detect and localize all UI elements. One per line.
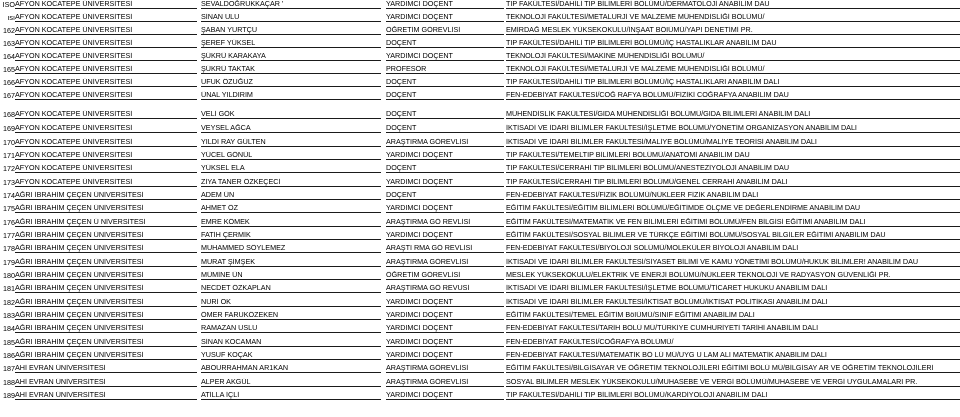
department-cell: SOSYAL BİLİMLER MESLEK YÜKSEKOKULU/MUHASEBE VE VERGİ BÖLÜMÜ/MUHASEBE VE VERGİ UYGULAMALARI PR. (506, 378, 960, 387)
table-row (0, 338, 960, 347)
row-number: 173 (3, 179, 15, 187)
university-cell: AĞRI İBRAHİM ÇEÇEN ÜNİVERSİTESİ (15, 271, 197, 280)
university-cell: AFYON KOCATEPE ÜNİVERSİTESİ (15, 13, 197, 22)
name-cell: ŞABAN YURTÇU (201, 26, 381, 35)
name-cell: ATİLLA İÇLİ (201, 391, 381, 400)
university-cell: AFYON KOCATEPE ÜNİVERSİTESİ (15, 138, 197, 147)
row-number: 180 (3, 272, 15, 280)
title-cell: YARDIMCI DOÇENT (386, 231, 504, 240)
department-cell: İKTİSADİ VE İDARİ BİLİMLER FAKÜLTESİ/İŞLETME BÖLÜMÜ/YÖNETİM ORGANİZASYON ANABİLİM DALI (506, 124, 960, 133)
department-cell: EĞİTİM FAKÜLTESİ/MATEMATİK VE FEN BİLİMLERİ EĞİTİMİ BÖLÜMÜ/FEN BİLGİSİ EĞİTİMİ ANABİLİM DALI (506, 218, 960, 227)
row-number: 168 (3, 111, 15, 119)
row-number: 177 (3, 232, 15, 240)
title-cell: ÖĞRETİM GÖREVLİSİ (386, 26, 504, 35)
table-row (0, 378, 960, 387)
row-number: 167 (3, 92, 15, 100)
table-row (0, 271, 960, 280)
university-cell: AFYON KOCATEPE ÜNİVERSİTESİ (15, 39, 197, 48)
university-cell: AHİ EVRAN ÜNİVERSİTESİ (15, 391, 197, 400)
name-cell: ADEM ÜN (201, 191, 381, 200)
title-cell: YARDIMCI DOÇENT (386, 204, 504, 213)
name-cell: SİNAN ULU (201, 13, 381, 22)
department-cell: TIP FAKÜLTESİ/DAHİLİ TIP BİLİMLERİ BÖLÜMÜ/İÇ HASTALIKLAR ANABİLİM DAU (506, 39, 960, 48)
row-number: 179 (3, 259, 15, 267)
university-cell: AFYON KOCATEPE ÜNİVERSİTESİ (15, 164, 197, 173)
university-cell: AFYON KOCATEPE ÜNİVERSİTESİ (15, 78, 197, 87)
department-cell: TIP FAKÜLTESİ/DAHİLİ TIP BİLİMLERİ BÖLÜMÜ/İÇ HASTALIKLARI ANABİLİM DALI (506, 78, 960, 87)
table-row (0, 204, 960, 213)
table-row (0, 110, 960, 119)
row-number: 162 (3, 27, 15, 35)
table-row (0, 218, 960, 227)
name-cell: ŞÜKRÜ TAKTAK (201, 65, 381, 74)
title-cell: DOÇENT (386, 191, 504, 200)
university-cell: AĞRI İBRAHİM ÇEÇEN ÜNİVERSİTESİ (15, 284, 197, 293)
university-cell: AFYON KOCATEPE ÜNİVERSİTESİ (15, 65, 197, 74)
name-cell: UFUK ÖZUĞUZ (201, 78, 381, 87)
name-cell: ŞEREF YÜKSEL (201, 39, 381, 48)
university-cell: AĞRI İBRAHİM ÇEÇEN ÜNİVERSİTESİ (15, 338, 197, 347)
university-cell: AĞRI İBRAHİM ÇEÇEN Ü NİVERSİTESİ (15, 218, 197, 227)
department-cell: İKTİSADİ VE İDARİ BİLİMLER FAKÜLTESİ/SİYASET BİLİMİ VE KAMU YÖNETİMİ BÖLÜMÜ/HUKUK BİLİMLER! ANABİLİM DAU (506, 258, 960, 267)
name-cell: VEYSEL AĞCA (201, 124, 381, 133)
department-cell: TIP FAKÜLTESİ/TEMELTIP BİLİMLERİ BÖLÜMÜ/ANATOMİ ANABİLİM DAU (506, 151, 960, 160)
title-cell: PROFESÖR (386, 65, 504, 74)
title-cell: ARAŞTIRMA GÖREVLİSİ (386, 258, 504, 267)
department-cell: TEKNOLOJİ FAKÜLTESİ/MAKİNE MÜHENDİSLİĞİ BÖLÜMÜ/ (506, 52, 960, 61)
department-cell: TEKNOLOJİ FAKÜLTESİ/METALURJİ VE MALZEME MÜHENDİSLİĞİ BÖLÜMÜ/ (506, 13, 960, 22)
table-row (0, 311, 960, 320)
title-cell: ÖĞRETİM GÖREVLİSİ (386, 271, 504, 280)
name-cell: YUSUF KOÇAK (201, 351, 381, 360)
department-cell: FEN-EDEBİYAT FAKÜLTESİ/COĞ RAFYA BÖLÜMÜ/FİZİKİ COĞRAFYA ANABİLİM DAU (506, 91, 960, 100)
row-number: 163 (3, 40, 15, 48)
name-cell: YÜCEL GÖNÜL (201, 151, 381, 160)
university-cell: AFYON KOCATEPE ÜNİVERSİTESİ (15, 26, 197, 35)
name-cell: ALPER AKGÜL (201, 378, 381, 387)
university-cell: AĞRI İBRAHİM ÇEÇEN ÜNİVERSİTESİ (15, 258, 197, 267)
name-cell: EMRE KÖMEK (201, 218, 381, 227)
university-cell: AĞRI İBRAHİM ÇEÇEN ÜNİVERSİTESİ (15, 311, 197, 320)
department-cell: EĞİTİM FAKÜLTESİ/SOSYAL BİLİMLER VE TÜRKÇE EĞİTİMİ BÖLÜMÜ/SOSYAL BİLGİLER EĞİTİMİ ANABİLİM DAU (506, 231, 960, 240)
row-number: 166 (3, 79, 15, 87)
table-row (0, 151, 960, 160)
name-cell: ŞÜKRÜ KARAKAYA (201, 52, 381, 61)
table-row (0, 65, 960, 74)
row-number: 182 (3, 299, 15, 307)
row-number: 169 (3, 125, 15, 133)
university-cell: AFYON KOCATEPE ÜNİVERSİTESİ (15, 110, 197, 119)
name-cell: ÜNAL YILDIRIM (201, 91, 381, 100)
table-row (0, 191, 960, 200)
table-row (0, 91, 960, 100)
title-cell: YARDIMCI DOÇENT (386, 52, 504, 61)
table-row (0, 26, 960, 35)
row-number: 174 (3, 192, 15, 200)
title-cell: YARDIMCI DOÇENT (386, 351, 504, 360)
university-cell: AĞRI İBRAHİM ÇEÇEN ÜNİVERSİTESİ (15, 298, 197, 307)
row-number: 188 (3, 379, 15, 387)
department-cell: MÜHENDİSLİK FAKÜLTESİ/GIDA MÜHENDİSLİĞİ BÖLÜMÜ/GIDA BİLİMLERİ ANABİLİM DALI (506, 110, 960, 119)
row-number: 184 (3, 325, 15, 333)
title-cell: YARDIMCI DOÇENT (386, 391, 504, 400)
name-cell: MÜMİNE ÜN (201, 271, 381, 280)
name-cell: SİNAN KOCAMAN (201, 338, 381, 347)
table-row (0, 298, 960, 307)
row-number: ISO (2, 1, 15, 9)
university-cell: AFYON KOCATEPE ÜNİVERSİTESİ (15, 178, 197, 187)
row-number: 165 (3, 66, 15, 74)
title-cell: YARDIMCI DOÇENT (386, 311, 504, 320)
row-number: 189 (3, 392, 15, 400)
university-cell: AĞRI İBRAHİM ÇEÇEN ÜNİVERSİTESİ (15, 191, 197, 200)
row-number: 164 (3, 53, 15, 61)
row-number: 178 (3, 245, 15, 253)
table-row (0, 124, 960, 133)
department-cell: EĞİTİM FAKÜLTESİ/BİLGİSAYAR VE ÖĞRETİM TEKNOLOJİLERİ EĞİTİMİ BOLÜ MÜ/BİLGİSAY AR VE ÖĞRETİM TEKNOLOJİLERİ (506, 364, 960, 373)
department-cell: İKTİSADİ VE İDARİ BİLİMLER FAKÜLTESİ/İKTİSAT BÖLÜMÜ/İKTİSAT POLİTİKASI ANABİLİM DALI (506, 298, 960, 307)
university-cell: AFYON KOCATEPE ÜNİVERSİTESİ (15, 0, 197, 9)
title-cell: ARAŞTIRMA GÖREVLİSİ (386, 364, 504, 373)
department-cell: FEN-EDEBİYAT FAKÜLTESİ/TARİH BOLÜ MÜ/TÜRKİYE CUMHURİYETİ TARİHİ ANABİLİM DALI (506, 324, 960, 333)
university-cell: AHİ EVRAN ÜNİVERSİTESİ (15, 378, 197, 387)
department-cell: TIP FAKÜLTESİ/CERRAHİ TIP BİLİMLERİ BÖLÜMÜ/ANESTEZİYOLOJİ ANABİLİM DAU (506, 164, 960, 173)
department-cell: FEN-EDEBİYAT FAKÜLTESİ/COĞRAFYA BÖLÜMÜ/ (506, 338, 960, 347)
name-cell: YILDI RAY GÜLTEN (201, 138, 381, 147)
university-cell: AĞRI İBRAHİM ÇEÇEN ÜNİVERSİTESİ (15, 204, 197, 213)
row-number: 187 (3, 365, 15, 373)
table-row (0, 164, 960, 173)
university-cell: AFYON KOCATEPE ÜNİVERSİTESİ (15, 151, 197, 160)
table-row (0, 284, 960, 293)
row-number: 186 (3, 352, 15, 360)
name-cell: NURİ OK (201, 298, 381, 307)
department-cell: TEKNOLOJİ FAKÜLTESİ/METALURJİ VE MALZEME MÜHENDİSLİĞİ BÖLÜMÜ/ (506, 65, 960, 74)
table-row (0, 138, 960, 147)
name-cell: RAMAZAN USLU (201, 324, 381, 333)
row-number: 172 (3, 165, 15, 173)
university-cell: AFYON KOCATEPE ÜNİVERSİTESİ (15, 91, 197, 100)
table-row (0, 78, 960, 87)
title-cell: DOÇENT (386, 78, 504, 87)
title-cell: YARDIMCI DOÇENT (386, 151, 504, 160)
university-cell: AĞRI İBRAHİM ÇEÇEN ÜNİVERSİTESİ (15, 244, 197, 253)
table-row (0, 39, 960, 48)
department-cell: TIP FAKÜLTESİ/CERRAHİ TIP BİLİMLERİ BÖLÜMÜ/GENEL CERRAHİ ANABİLİM DALI (506, 178, 960, 187)
department-cell: EMİRDAĞ MESLEK YÜKSEKOKULU/İNŞAAT BÖIÜMÜ/YAPI DENETİMİ PR. (506, 26, 960, 35)
name-cell: NECDET ÖZKAPLAN (201, 284, 381, 293)
table-row (0, 178, 960, 187)
table-row (0, 231, 960, 240)
university-cell: AĞRI İBRAHİM ÇEÇEN ÜNİVERSİTESİ (15, 231, 197, 240)
row-number: 183 (3, 312, 15, 320)
department-cell: İKTİSADİ VE İDARİ BİLİMLER FAKÜLTESİ/MALİYE BÖLÜMÜ/MALİYE TEORİSİ ANABİLİM DALI (506, 138, 960, 147)
department-cell: FEN-EDEBİYAT FAKÜLTESİ/FİZİK BÖLÜMÜ/NÜKLEER FİZİK ANABİLİM DALI (506, 191, 960, 200)
row-number: 175 (3, 205, 15, 213)
name-cell: ABOURRAHMAN AR1KAN (201, 364, 381, 373)
name-cell: FATİH ÇERMİK (201, 231, 381, 240)
title-cell: YARDIMCI DOÇENT (386, 0, 504, 9)
title-cell: YARDIMCI DOÇENT (386, 324, 504, 333)
table-row (0, 244, 960, 253)
table-row (0, 13, 960, 22)
department-cell: FEN-EDEBİYAT FAKÜLTESİ/MATEMATİK BÖ LÜ MÜ/UYG U LAM ALI MATEMATİK ANABİLİM DALI (506, 351, 960, 360)
name-cell: SEVALDOĞRUKKAÇAR ' (201, 0, 381, 9)
name-cell: MUHAMMED SÖYLEMEZ (201, 244, 381, 253)
table-row (0, 258, 960, 267)
title-cell: DOÇENT (386, 91, 504, 100)
title-cell: DOÇENT (386, 124, 504, 133)
title-cell: YARDIMCI DOÇENT (386, 338, 504, 347)
table-row (0, 0, 960, 9)
university-cell: AĞRI İBRAHİM ÇEÇEN ÜNİVERSİTESİ (15, 324, 197, 333)
title-cell: DOÇENT (386, 164, 504, 173)
table-row (0, 391, 960, 400)
row-number: 185 (3, 339, 15, 347)
department-cell: EĞİTİM FAKÜLTESİ/EĞİTİM BİLİMLERİ BÖLÜMÜ/EĞİTİMDE ÖLÇME VE DEĞERLENDİRME ANABİLİM DAU (506, 204, 960, 213)
row-number: 171 (3, 152, 15, 160)
table-row (0, 52, 960, 61)
title-cell: ARAŞTIRMA GÖ REVUSİ (386, 284, 504, 293)
department-cell: MESLEK YÜKSEKOKULU/ELEKTRİK VE ENERJİ BÖLÜMÜ/NÜKLEER TEKNOLOJİ VE RADYASYON GÜVENLİĞİ PR. (506, 271, 960, 280)
title-cell: ARAŞTI RMA GÖ REVLİSİ (386, 244, 504, 253)
row-number: 176 (3, 219, 15, 227)
name-cell: YÜKSEL ELA (201, 164, 381, 173)
department-cell: TIP FAKÜLTESİ/DAHİLİ TIP BİLİMLERİ BÖLÜMÜ/KARDİYOLOJİ ANABİLİM DALI (506, 391, 960, 400)
department-cell: TIP FAKÜLTESİ/DAHİLİ TIP BİLİMLERİ BÖLÜMÜ/DERMATOLOJİ ANABİLİM DAU (506, 0, 960, 9)
name-cell: ZİYA TANER ÖZKEÇECİ (201, 178, 381, 187)
university-cell: AFYON KOCATEPE ÜNİVERSİTESİ (15, 124, 197, 133)
title-cell: ARAŞTIRMA GÖ REVLİSİ (386, 218, 504, 227)
row-number: ısı (7, 14, 15, 22)
row-number: 181 (3, 285, 15, 293)
department-cell: EĞİTİM FAKÜLTESİ/TEMEL EĞİTİM BöIÜMÜ/SINIF EĞİTİMİ ANABİLİM DALI (506, 311, 960, 320)
name-cell: AHMET ÖZ (201, 204, 381, 213)
table-row (0, 364, 960, 373)
table-row (0, 351, 960, 360)
department-cell: FEN-EDEBİYAT FAKÜLTESİ/BİYOLOJİ SOLÜMÜ/MOLEKÜLER BİYOLOJİ ANABİLİM DALI (506, 244, 960, 253)
title-cell: DOÇENT (386, 39, 504, 48)
title-cell: YARDIMCI DOÇENT (386, 13, 504, 22)
title-cell: YARDIMCI DOÇENT (386, 178, 504, 187)
name-cell: MURAT ŞİMŞEK (201, 258, 381, 267)
title-cell: DOÇENT (386, 110, 504, 119)
title-cell: ARAŞTIRMA GÖREVLİSİ (386, 138, 504, 147)
department-cell: İKTİSADİ VE İDARİ BİLİMLER FAKÜLTESİ/İŞLETME BÖLÜMÜ/TİCARET HUKUKU ANABİLİM DALI (506, 284, 960, 293)
table-row (0, 324, 960, 333)
row-number: 170 (3, 139, 15, 147)
university-cell: AFYON KOCATEPE ÜNİVERSİTESİ (15, 52, 197, 61)
name-cell: ÖMER FARUKÖZEKEN (201, 311, 381, 320)
university-cell: AĞRI İBRAHİM ÇEÇEN ÜNİVERSİTESİ (15, 351, 197, 360)
title-cell: ARAŞTIRMA GÖREVLİSİ (386, 378, 504, 387)
title-cell: YARDIMCI DOÇENT (386, 298, 504, 307)
university-cell: AHİ EVRAN ÜNİVERSİTESİ (15, 364, 197, 373)
name-cell: VELİ GÖK (201, 110, 381, 119)
